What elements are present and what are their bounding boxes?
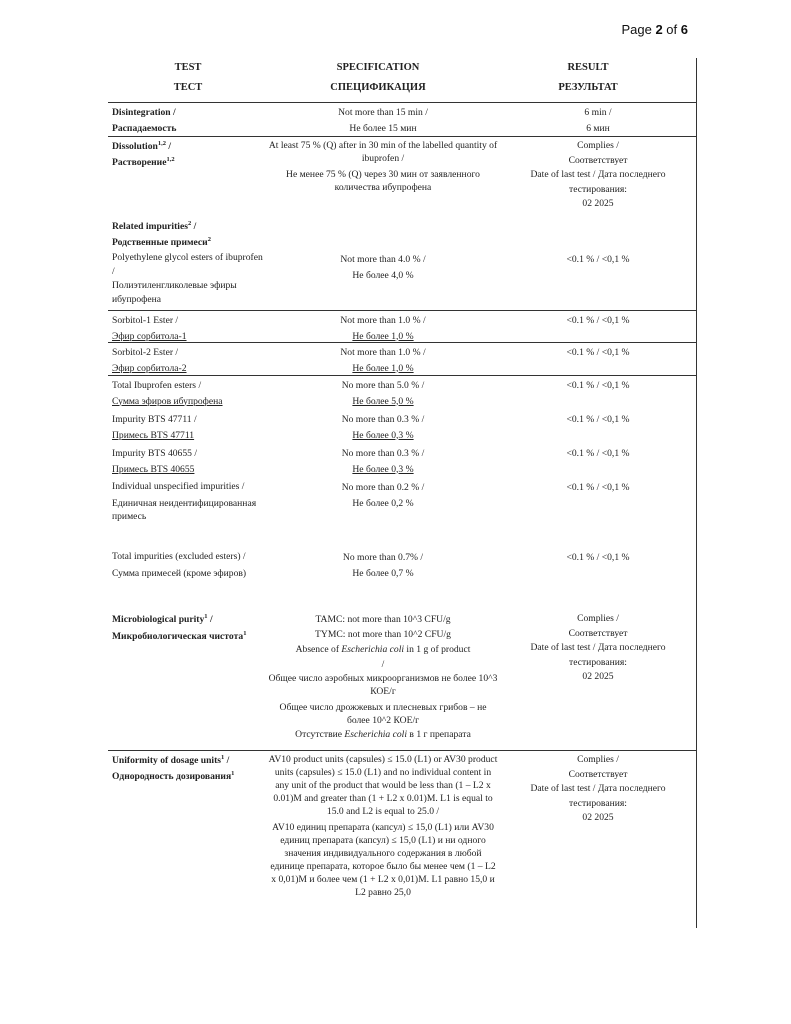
header-specification: SPECIFICATION СПЕЦИФИКАЦИЯ bbox=[330, 62, 426, 93]
row-uniformity-of-dosage: Uniformity of dosage units$^1$ / Однородность дозирования$^1$ AV10 product units (capsules) ≤ 15.0 (L1) or AV30 product units (capsules) ≤ 15.0 (L1) and no individual content in any unit of the product that would be less than (1 – L2 x 0.01)M and greater than (1 + L2 x 0.01)M. L1 is equal to 15.0 and L2 is equal to 25.0 / AV10 единиц препарата (капсул) ≤ 15,0 (L1) или AV30 единиц препарата (капсул) ≤ 15,0 (L1) и ни одного значения индивидуального содержания в любой единице препарата, которое было бы менее чем (1 – L2 x 0,01)M и более чем (1 + L2 x 0,01)M. L1 равно 15,0 и L2 равно 25,0 Complies / Соответствует Date of last test / Дата последнего тестирования: 02 2025 bbox=[108, 750, 696, 929]
row-impurity-bts-40655: Impurity BTS 40655 / Примесь BTS 40655 No more than 0.3 % / Не более 0,3 % <0.1 % / <0,1 % bbox=[112, 448, 630, 475]
header-test: TEST ТЕСТ bbox=[173, 62, 203, 93]
row-total-esters: Total Ibuprofen esters / Сумма эфиров ибупрофена No more than 5.0 % / Не более 5,0 % <0.1 % / <0,1 % bbox=[108, 375, 696, 411]
table-header bbox=[108, 58, 696, 102]
row-dissolution: Dissolution$^{1,2}$ / Растворение$^{1,2}$ At least 75 % (Q) after in 30 min of the labelled quantity of ibuprofen / Не менее 75 % (Q) через 30 мин от заявленного количества ибупрофена Complies / Соответствует Date of last test / Дата последнего тестирования: 02 2025 bbox=[108, 136, 696, 220]
row-sorbitol-2: Sorbitol-2 Ester / Эфир сорбитола-2 Not more than 1.0 % / Не более 1,0 % <0.1 % / <0,1 % bbox=[108, 342, 696, 376]
row-microbiological-purity: Microbiological purity$^1$ / Микробиологическая чистота$^1$ TAMC: not more than 10^3 CFU/g TYMC: not more than 10^2 CFU/g Absence of Escherichia coli in 1 g of product / Общее число аэробных микроорганизмов не более 10^3 КОЕ/г Общее число дрожжевых и плесневых грибов – не более 10^2 КОЕ/г Отсутствие Escherichia coli в 1 г препарата Complies / Соответствует Date of last test / Дата последнего тестирования: 02 2025 bbox=[112, 612, 666, 740]
row-individual-impurities: Individual unspecified impurities / Единичная неидентифицированная примесь No more than 0.2 % / Не более 0,2 % <0.1 % / <0,1 % bbox=[112, 481, 630, 522]
header-result: RESULT РЕЗУЛЬТАТ bbox=[558, 62, 618, 93]
row-disintegration: Disintegration / Распадаемость Not more than 15 min / Не более 15 мин 6 min / 6 мин bbox=[108, 102, 696, 137]
page-number: Page 2 of 6 bbox=[621, 22, 688, 37]
row-sorbitol-1: Sorbitol-1 Ester / Эфир сорбитола-1 Not more than 1.0 % / Не более 1,0 % <0.1 % / <0,1 % bbox=[108, 310, 696, 343]
row-impurity-bts-47711: Impurity BTS 47711 / Примесь BTS 47711 No more than 0.3 % / Не более 0,3 % <0.1 % / <0,1 % bbox=[112, 414, 630, 441]
row-related-impurities: Related impurities$^2$ / Родственные примеси$^2$ Polyethylene glycol esters of ibuprofen / Полиэтиленгликолевые эфиры ибупрофена Not more than 4.0 % / Не более 4,0 % <0.1 % / <0,1 % bbox=[112, 219, 630, 305]
row-total-impurities: Total impurities (excluded esters) / Сумма примесей (кроме эфиров) No more than 0.7% / Не более 0,7 % <0.1 % / <0,1 % bbox=[112, 551, 630, 579]
